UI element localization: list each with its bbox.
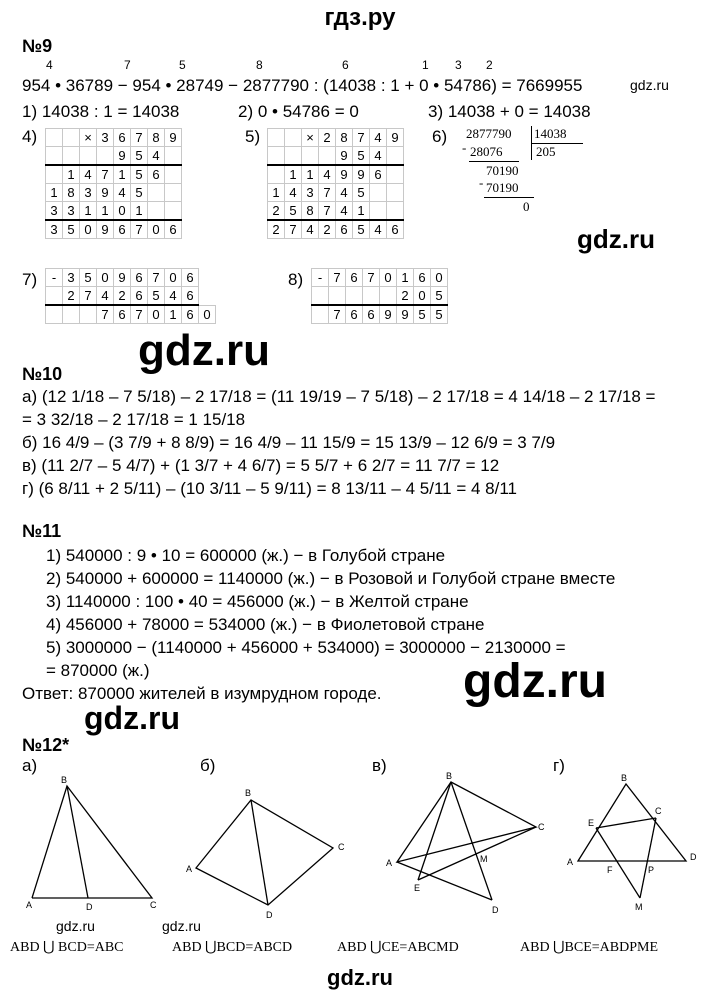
grid-cell: × — [302, 129, 319, 147]
grid-cell: 4 — [370, 220, 387, 239]
task11-line: 3) 1140000 : 100 • 40 = 456000 (ж.) − в Желтой стране — [46, 592, 469, 611]
grid-row — [268, 202, 404, 221]
grid-cell: 6 — [346, 269, 363, 287]
grid-cell: 6 — [131, 269, 148, 287]
grid-cell: 4 — [165, 287, 182, 306]
minus-sign: - — [479, 175, 484, 190]
figure-caption: ABD ⋃ BCD=ABC — [10, 940, 124, 955]
task11-line: 5) 3000000 − (1140000 + 456000 + 534000) = 3000000 − 2130000 = — [46, 638, 566, 657]
figure-label: а) — [22, 756, 38, 775]
grid-cell: 4 — [319, 165, 336, 184]
figure-d-labels — [567, 773, 697, 912]
task11-line: 4) 456000 + 78000 = 534000 (ж.) − в Фиолетовой стране — [46, 615, 485, 634]
task9-step2: 2) 0 • 54786 = 0 — [238, 102, 359, 121]
grid-row — [46, 165, 182, 184]
grid-cell: 7 — [80, 287, 97, 306]
grid-cell — [370, 184, 387, 202]
grid-cell: 7 — [285, 220, 302, 239]
grid-cell: 7 — [329, 305, 346, 324]
grid-row — [46, 305, 216, 324]
geometry-figures — [0, 770, 720, 940]
grid-cell — [80, 305, 97, 324]
grid-cell: 1 — [268, 184, 285, 202]
point-label-A: A — [567, 857, 574, 867]
order-digit: 2 — [486, 58, 493, 72]
grid-cell: - — [46, 269, 63, 287]
figure-caption: ABD ⋃BCD=ABCD — [172, 940, 293, 955]
grid-cell: 2 — [319, 220, 336, 239]
watermark: gdz.ru — [162, 918, 201, 934]
grid-row — [268, 184, 404, 202]
grid-cell: 0 — [114, 202, 131, 221]
grid-cell: 3 — [46, 220, 63, 239]
grid-cell: 4 — [114, 184, 131, 202]
grid-cell: 7 — [353, 129, 370, 147]
task12-header: №12* — [22, 735, 70, 755]
point-label-D: D — [690, 852, 697, 862]
grid-row — [312, 269, 448, 287]
grid-cell: 9 — [97, 220, 114, 239]
task9-header: №9 — [22, 36, 53, 56]
grid-cell: 0 — [199, 305, 216, 324]
point-label-B: B — [621, 773, 628, 783]
grid-cell: 2 — [114, 287, 131, 306]
grid-cell: 6 — [114, 220, 131, 239]
grid-cell: 1 — [165, 305, 182, 324]
grid-cell: 0 — [165, 269, 182, 287]
task9-step3: 3) 14038 + 0 = 14038 — [428, 102, 591, 121]
order-digit: 5 — [179, 58, 186, 72]
grid-cell: 5 — [353, 220, 370, 239]
grid-cell — [97, 147, 114, 166]
point-label-C: C — [655, 806, 662, 816]
point-label-A: A — [186, 864, 193, 874]
order-digit: 1 — [422, 58, 429, 72]
figure-label: г) — [553, 756, 565, 775]
figure-label: б) — [200, 756, 216, 775]
grid-row — [312, 287, 448, 306]
task11-line: = 870000 (ж.) — [46, 661, 150, 680]
watermark: gdz.ru — [463, 655, 607, 708]
grid-cell — [165, 165, 182, 184]
grid-row — [46, 147, 182, 166]
grid-cell — [148, 202, 165, 221]
subtraction-grid-7 — [45, 268, 216, 324]
grid-cell: 1 — [80, 202, 97, 221]
minus-sign: - — [462, 140, 467, 155]
grid-cell: 4 — [285, 184, 302, 202]
grid-cell: 0 — [97, 269, 114, 287]
point-label-E: E — [414, 883, 421, 893]
grid-cell — [302, 147, 319, 166]
grid-cell: 4 — [370, 147, 387, 166]
point-label-M: M — [480, 854, 488, 864]
step-label: 7) — [22, 270, 38, 289]
grid-cell: 7 — [131, 220, 148, 239]
figure-a — [32, 786, 152, 898]
grid-cell: 9 — [380, 305, 397, 324]
grid-cell — [165, 202, 182, 221]
grid-cell — [329, 287, 346, 306]
grid-cell — [46, 287, 63, 306]
watermark: gdz.ru — [327, 965, 393, 990]
grid-cell: 9 — [336, 165, 353, 184]
task11-line: 1) 540000 : 9 • 10 = 600000 (ж.) − в Голубой стране — [46, 546, 446, 565]
grid-cell: 9 — [165, 129, 182, 147]
grid-cell: 5 — [353, 147, 370, 166]
grid-cell — [165, 147, 182, 166]
grid-cell: 8 — [148, 129, 165, 147]
grid-cell: 4 — [148, 147, 165, 166]
grid-cell: 6 — [182, 305, 199, 324]
grid-cell — [268, 165, 285, 184]
grid-cell: 9 — [336, 147, 353, 166]
point-label-P: P — [648, 865, 655, 875]
grid-cell: 4 — [302, 220, 319, 239]
grid-cell: 0 — [414, 287, 431, 306]
grid-cell — [312, 287, 329, 306]
grid-cell: 4 — [80, 165, 97, 184]
grid-cell: 6 — [182, 269, 199, 287]
task10-line: г) (6 8/11 + 2 5/11) – (10 3/11 – 5 9/11) = 8 13/11 – 4 5/11 = 4 8/11 — [22, 479, 517, 498]
grid-cell — [387, 147, 404, 166]
grid-row — [46, 202, 182, 221]
grid-cell — [148, 184, 165, 202]
point-label-M: M — [635, 902, 643, 912]
grid-cell: × — [80, 129, 97, 147]
grid-cell — [165, 184, 182, 202]
grid-cell — [285, 147, 302, 166]
order-digit: 3 — [455, 58, 462, 72]
grid-cell — [63, 305, 80, 324]
grid-row — [46, 129, 182, 147]
divisor: 14038 — [534, 126, 567, 141]
grid-cell: 5 — [131, 184, 148, 202]
grid-cell: 0 — [431, 269, 448, 287]
grid-cell: 6 — [363, 305, 380, 324]
grid-cell: 5 — [285, 202, 302, 221]
grid-cell: 5 — [131, 165, 148, 184]
watermark: gdz.ru — [577, 224, 655, 254]
grid-cell: 7 — [131, 129, 148, 147]
grid-cell: 6 — [131, 287, 148, 306]
figure-d — [578, 784, 686, 898]
step-label: 5) — [245, 127, 261, 146]
grid-cell: 8 — [63, 184, 80, 202]
grid-cell — [46, 165, 63, 184]
grid-row — [46, 220, 182, 239]
grid-cell: 6 — [414, 269, 431, 287]
subtraction-grid-8 — [311, 268, 448, 324]
task11-header: №11 — [22, 521, 62, 541]
point-label-C: C — [538, 822, 545, 832]
grid-cell: 1 — [131, 202, 148, 221]
figure-b — [196, 800, 333, 905]
grid-cell: 1 — [97, 202, 114, 221]
grid-row — [312, 305, 448, 324]
grid-cell — [80, 147, 97, 166]
grid-cell: 3 — [97, 129, 114, 147]
grid-cell: 3 — [46, 202, 63, 221]
grid-row — [46, 287, 216, 306]
grid-cell: 4 — [370, 129, 387, 147]
grid-cell — [387, 165, 404, 184]
grid-cell: 0 — [80, 220, 97, 239]
remainder-1: 70190 — [486, 163, 519, 178]
grid-cell — [63, 129, 80, 147]
grid-cell — [46, 147, 63, 166]
order-digit: 8 — [256, 58, 263, 72]
step-label: 6) — [432, 127, 448, 146]
task10-line: б) 16 4/9 – (3 7/9 + 8 8/9) = 16 4/9 – 11 15/9 = 15 13/9 – 12 6/9 = 3 7/9 — [22, 433, 556, 452]
grid-cell: 9 — [353, 165, 370, 184]
grid-cell: 3 — [302, 184, 319, 202]
grid-cell: 1 — [397, 269, 414, 287]
grid-cell — [363, 287, 380, 306]
task9-step1: 1) 14038 : 1 = 14038 — [22, 102, 180, 121]
grid-cell: 9 — [114, 269, 131, 287]
grid-cell: 5 — [353, 184, 370, 202]
step-label: 8) — [288, 270, 304, 289]
grid-cell: 3 — [63, 202, 80, 221]
grid-cell: 2 — [397, 287, 414, 306]
subtrahend-1: 28076 — [470, 144, 503, 159]
grid-cell: 6 — [114, 305, 131, 324]
figure-caption: ABD ⋃CE=ABCMD — [337, 940, 459, 955]
multiplication-grid-5 — [267, 128, 404, 239]
grid-cell — [268, 147, 285, 166]
point-label-D: D — [492, 905, 499, 915]
grid-cell: 4 — [97, 287, 114, 306]
grid-cell: 6 — [148, 165, 165, 184]
grid-cell: 0 — [380, 269, 397, 287]
grid-cell: - — [312, 269, 329, 287]
grid-cell: 6 — [346, 305, 363, 324]
division-line — [484, 197, 534, 198]
point-label-A: A — [386, 858, 393, 868]
task10-line: в) (11 2/7 – 5 4/7) + (1 3/7 + 4 6/7) = 5 5/7 + 6 2/7 = 11 7/7 = 12 — [22, 456, 500, 475]
grid-cell: 9 — [397, 305, 414, 324]
grid-cell: 6 — [182, 287, 199, 306]
point-label-E: E — [588, 818, 595, 828]
grid-cell: 6 — [387, 220, 404, 239]
grid-cell — [312, 305, 329, 324]
grid-cell: 9 — [114, 147, 131, 166]
order-digit: 6 — [342, 58, 349, 72]
subtrahend-2: 70190 — [486, 180, 519, 195]
division-result: 0 — [523, 199, 530, 214]
watermark: gdz.ru — [630, 77, 669, 93]
grid-cell — [268, 129, 285, 147]
watermark: gdz.ru — [138, 326, 270, 375]
grid-cell — [387, 184, 404, 202]
dividend: 2877790 — [466, 126, 512, 141]
grid-cell: 6 — [370, 165, 387, 184]
grid-cell: 9 — [97, 184, 114, 202]
grid-cell — [380, 287, 397, 306]
grid-cell: 5 — [148, 287, 165, 306]
grid-cell — [370, 202, 387, 221]
division-line — [469, 161, 519, 162]
task10-line: а) (12 1/18 – 7 5/18) – 2 17/18 = (11 19/19 – 7 5/18) – 2 17/18 = 4 14/18 – 2 17/18 = — [22, 387, 656, 406]
grid-cell: 7 — [329, 269, 346, 287]
grid-cell: 5 — [431, 287, 448, 306]
figure-label: в) — [372, 756, 387, 775]
grid-cell — [319, 147, 336, 166]
grid-cell: 1 — [353, 202, 370, 221]
grid-cell: 3 — [80, 184, 97, 202]
grid-cell: 7 — [131, 305, 148, 324]
grid-cell: 0 — [148, 305, 165, 324]
step-label: 4) — [22, 127, 38, 146]
watermark: gdz.ru — [56, 918, 95, 934]
grid-cell — [387, 202, 404, 221]
grid-cell — [63, 147, 80, 166]
grid-cell: 6 — [114, 129, 131, 147]
grid-cell: 1 — [285, 165, 302, 184]
grid-cell: 0 — [148, 220, 165, 239]
grid-cell — [285, 129, 302, 147]
watermark: gdz.ru — [84, 700, 180, 736]
task9-expression: 954 • 36789 − 954 • 28749 − 2877790 : (14038 : 1 + 0 • 54786) = 7669955 — [22, 76, 583, 95]
figure-caption: ABD ⋃BCE=ABDPME — [520, 940, 659, 955]
grid-cell: 5 — [63, 220, 80, 239]
task11-line: 2) 540000 + 600000 = 1140000 (ж.) − в Розовой и Голубой стране вместе — [46, 569, 616, 588]
grid-cell: 2 — [268, 202, 285, 221]
grid-cell: 5 — [414, 305, 431, 324]
grid-cell: 3 — [63, 269, 80, 287]
grid-cell: 8 — [302, 202, 319, 221]
point-label-B: B — [245, 788, 252, 798]
grid-row — [268, 165, 404, 184]
grid-cell: 6 — [165, 220, 182, 239]
grid-row — [268, 129, 404, 147]
task10-header: №10 — [22, 364, 63, 384]
grid-cell: 1 — [46, 184, 63, 202]
grid-cell — [46, 305, 63, 324]
grid-cell: 5 — [131, 147, 148, 166]
order-digit: 4 — [46, 58, 53, 72]
task11-answer: Ответ: 870000 жителей в изумрудном городе. — [22, 684, 382, 703]
point-label-C: C — [338, 842, 345, 852]
grid-cell: 6 — [336, 220, 353, 239]
grid-cell: 4 — [336, 184, 353, 202]
grid-cell: 7 — [97, 305, 114, 324]
point-label-B: B — [446, 771, 453, 781]
grid-cell: 2 — [63, 287, 80, 306]
site-title: гдз.ру — [324, 4, 396, 31]
grid-cell: 7 — [148, 269, 165, 287]
point-label-D: D — [266, 910, 273, 920]
grid-cell: 1 — [63, 165, 80, 184]
grid-cell: 9 — [387, 129, 404, 147]
grid-cell: 5 — [80, 269, 97, 287]
point-label-C: C — [150, 900, 157, 910]
grid-cell: 4 — [336, 202, 353, 221]
grid-cell: 5 — [431, 305, 448, 324]
grid-row — [268, 147, 404, 166]
grid-cell: 1 — [302, 165, 319, 184]
grid-cell: 7 — [97, 165, 114, 184]
point-label-F: F — [607, 865, 613, 875]
grid-cell: 2 — [268, 220, 285, 239]
grid-row — [268, 220, 404, 239]
figure-a-labels — [26, 775, 157, 912]
grid-cell: 7 — [363, 269, 380, 287]
grid-cell: 7 — [319, 202, 336, 221]
grid-cell — [346, 287, 363, 306]
order-digit: 7 — [124, 58, 131, 72]
grid-cell: 7 — [319, 184, 336, 202]
multiplication-grid-4 — [45, 128, 182, 239]
point-label-B: B — [61, 775, 68, 785]
task10-line: = 3 32/18 – 2 17/18 = 1 15/18 — [22, 410, 246, 429]
grid-row — [46, 184, 182, 202]
quotient: 205 — [536, 144, 556, 159]
grid-cell: 2 — [319, 129, 336, 147]
point-label-D: D — [86, 902, 93, 912]
grid-cell: 1 — [114, 165, 131, 184]
grid-cell: 8 — [336, 129, 353, 147]
grid-cell — [46, 129, 63, 147]
grid-row — [46, 269, 216, 287]
point-label-A: A — [26, 900, 33, 910]
